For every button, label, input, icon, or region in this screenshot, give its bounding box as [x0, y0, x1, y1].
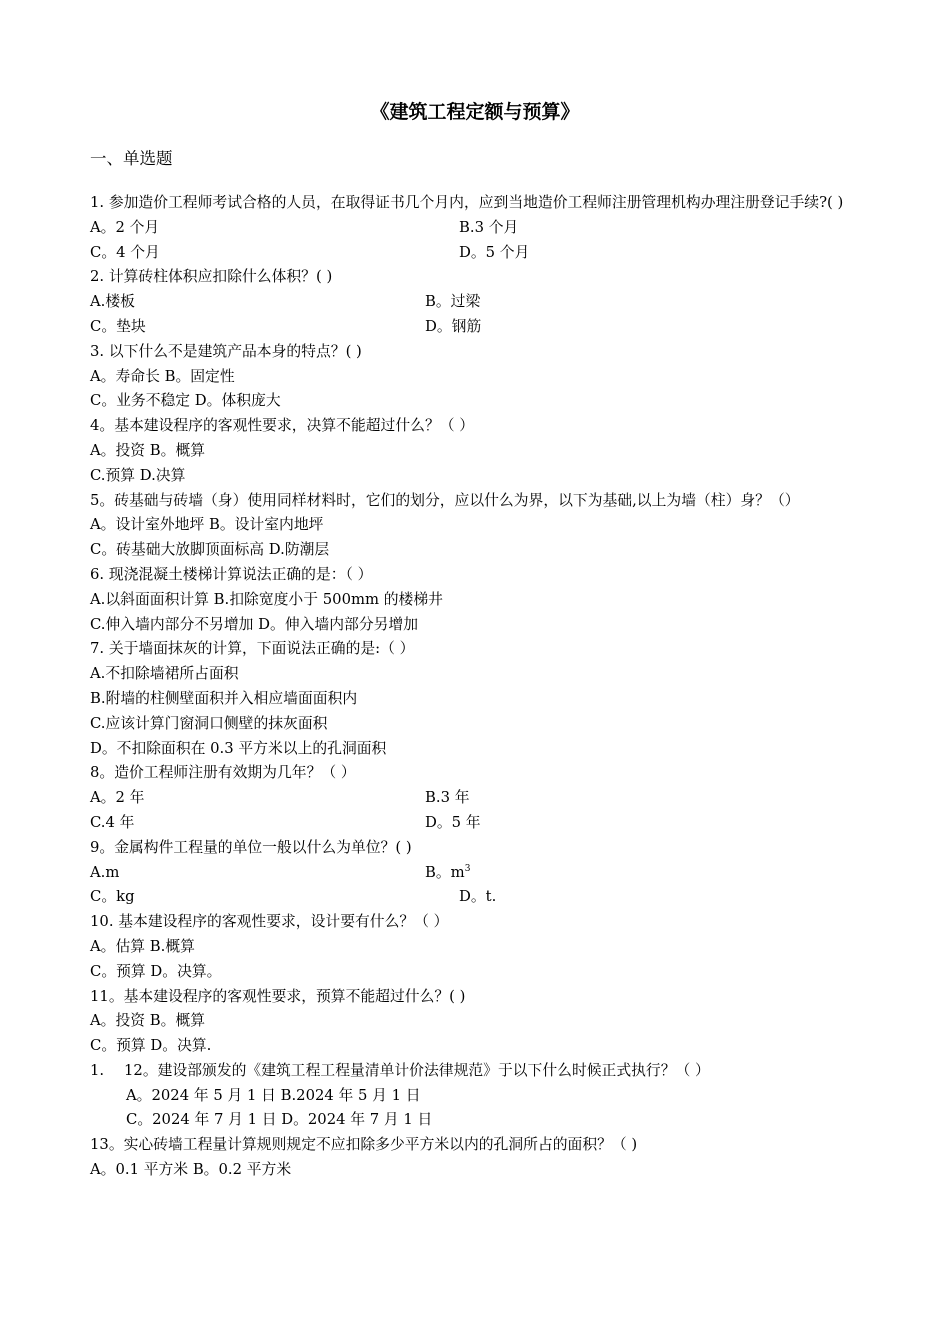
question-8-options-row-1 [90, 786, 860, 811]
question-5-stem: 5。砖基础与砖墙（身）使用同样材料时，它们的划分，应以什么为界，以下为基础,以上为墙（柱）身？（） [90, 491, 800, 509]
question-2-option-c: C。垫块 [90, 317, 146, 335]
question-9-option-c: C。kg [90, 888, 135, 906]
question-4-stem: 4。基本建设程序的客观性要求，决算不能超过什么？（ ） [90, 417, 475, 435]
question-2-options-row-1 [90, 290, 860, 315]
question-1-option-c: C。4 个月 [90, 243, 160, 261]
question-8-option-b: B.3 年 [425, 789, 470, 807]
question-1-option-a: A。2 个月 [90, 218, 160, 236]
question-2-option-d: D。钢筋 [425, 317, 482, 335]
question-3-stem: 3. 以下什么不是建筑产品本身的特点？( ) [90, 342, 362, 360]
question-7-stem: 7. 关于墙面抹灰的计算，下面说法正确的是:（ ） [90, 640, 415, 658]
question-12-options-cd: C。2024 年 7 月 1 日 D。2024 年 7 月 1 日 [126, 1111, 433, 1129]
question-6-options-ab: A.以斜面面积计算 B.扣除宽度小于 500mm 的楼梯井 [90, 590, 443, 608]
question-11-options-ab: A。投资 B。概算 [90, 1012, 206, 1030]
question-8-options-row-2 [90, 811, 860, 836]
document-title: 《建筑工程定额与预算》 [370, 101, 580, 123]
question-11-options-cd: C。预算 D。决算. [90, 1037, 212, 1055]
section-heading: 一、单选题 [90, 149, 173, 168]
question-7-option-d: D。不扣除面积在 0.3 平方米以上的孔洞面积 [90, 739, 387, 757]
question-9-stem: 9。金属构件工程量的单位一般以什么为单位？( ) [90, 838, 412, 856]
question-2-stem: 2. 计算砖柱体积应扣除什么体积？( ) [90, 268, 333, 286]
question-8-option-a: A。2 年 [90, 789, 145, 807]
question-list [90, 191, 860, 1183]
question-8-option-d: D。5 年 [425, 813, 481, 831]
question-9-option-b [425, 861, 470, 886]
question-12-stem: 12。建设部颁发的《建筑工程工程量清单计价法律规范》于以下什么时候正式执行？（ ） [124, 1061, 710, 1079]
question-7-option-a: A.不扣除墙裙所占面积 [90, 665, 239, 683]
question-10-options-cd: C。预算 D。决算。 [90, 962, 222, 980]
question-6-stem: 6. 现浇混凝土楼梯计算说法正确的是：（ ） [90, 565, 373, 583]
question-4-options-ab: A。投资 B。概算 [90, 441, 206, 459]
question-13-stem: 13。实心砖墙工程量计算规则规定不应扣除多少平方米以内的孔洞所占的面积？（ ) [90, 1136, 638, 1154]
question-2-options-row-2 [90, 315, 860, 340]
question-8-stem: 8。造价工程师注册有效期为几年？（ ） [90, 764, 356, 782]
question-3-options-cd: C。业务不稳定 D。体积庞大 [90, 392, 281, 410]
question-9-option-d: D。t. [459, 888, 497, 906]
question-8-option-c: C.4 年 [90, 813, 135, 831]
question-12-options-ab: A。2024 年 5 月 1 日 B.2024 年 5 月 1 日 [126, 1086, 421, 1104]
question-9-options-row-2 [90, 885, 860, 910]
question-9-option-a: A.m [90, 863, 120, 881]
question-13-options-ab: A。0.1 平方米 B。0.2 平方米 [90, 1161, 292, 1179]
question-10-options-ab: A。估算 B.概算 [90, 937, 195, 955]
question-5-options-cd: C。砖基础大放脚顶面标高 D.防潮层 [90, 541, 330, 559]
question-9-option-b-text: B。m [425, 863, 465, 881]
question-9-options-row-1 [90, 861, 860, 886]
question-1-option-b: B.3 个月 [459, 218, 519, 236]
question-1-options-row-2 [90, 241, 860, 266]
question-1-options-row-1 [90, 216, 860, 241]
question-4-options-cd: C.预算 D.决算 [90, 466, 186, 484]
question-2-option-b: B。过梁 [425, 293, 481, 311]
question-1-option-d: D。5 个月 [459, 243, 530, 261]
superscript-three: 3 [464, 863, 471, 874]
question-6-options-cd: C.伸入墙内部分不另增加 D。伸入墙内部分另增加 [90, 615, 419, 633]
question-2-option-a: A.楼板 [90, 293, 135, 311]
question-12-list-number: 1. [90, 1061, 105, 1079]
question-5-options-ab: A。设计室外地坪 B。设计室内地坪 [90, 516, 324, 534]
question-12-stem-row [90, 1059, 860, 1084]
question-10-stem: 10. 基本建设程序的客观性要求，设计要有什么？（ ） [90, 913, 449, 931]
question-7-option-b: B.附墙的柱侧壁面积并入相应墙面面积内 [90, 689, 358, 707]
question-11-stem: 11。基本建设程序的客观性要求，预算不能超过什么？( ) [90, 987, 466, 1005]
question-7-option-c: C.应该计算门窗洞口侧壁的抹灰面积 [90, 714, 328, 732]
question-3-options-ab: A。寿命长 B。固定性 [90, 367, 235, 385]
question-1-stem: 1. 参加造价工程师考试合格的人员，在取得证书几个月内，应到当地造价工程师注册管理机构办理注册登记手续?( ) [90, 194, 844, 211]
